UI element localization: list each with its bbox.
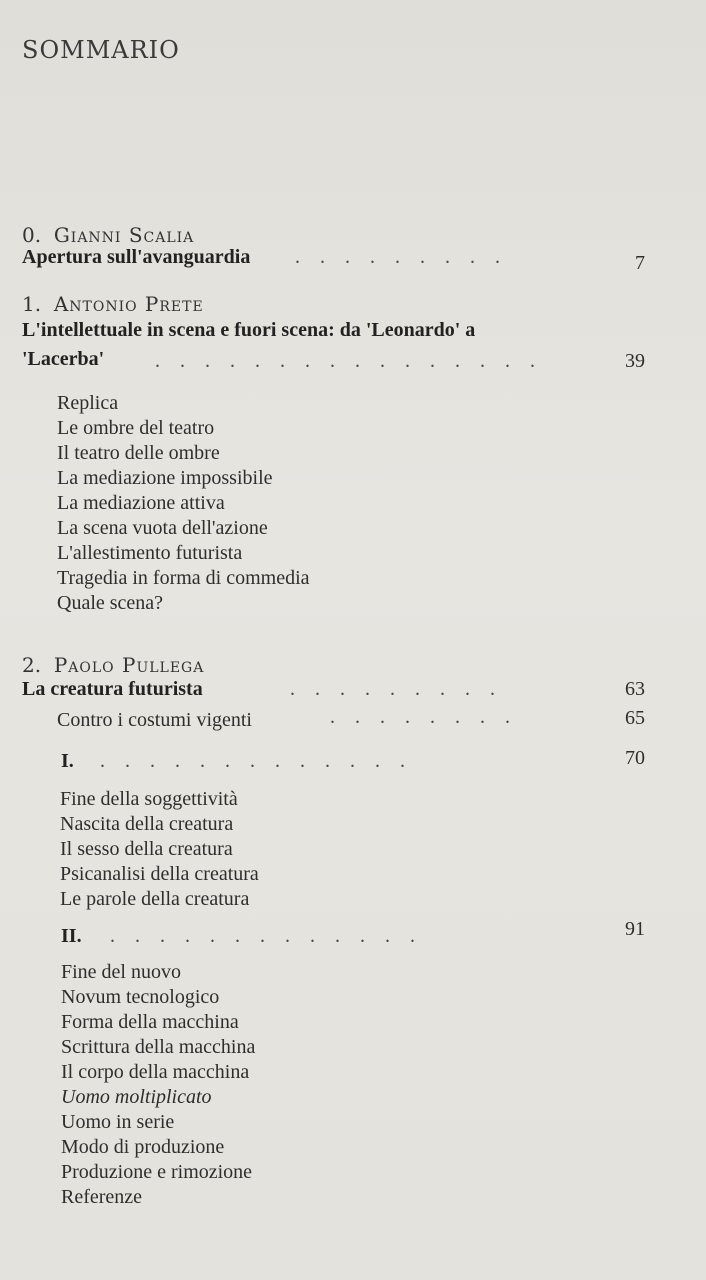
list-item: La scena vuota dell'azione bbox=[57, 517, 268, 539]
part-label: I. bbox=[61, 750, 74, 772]
chapter-number: 0. bbox=[22, 223, 42, 247]
list-item: La mediazione impossibile bbox=[57, 467, 273, 489]
leader-dots: ......... bbox=[290, 678, 515, 700]
page-number: 7 bbox=[635, 252, 645, 274]
list-item: Scrittura della macchina bbox=[61, 1036, 256, 1058]
chapter-1-author-line bbox=[22, 292, 204, 316]
list-item: Produzione e rimozione bbox=[61, 1161, 253, 1183]
list-item: L'allestimento futurista bbox=[57, 542, 243, 564]
leader-dots: ............. bbox=[110, 925, 435, 947]
chapter-title: Apertura sull'avanguardia bbox=[22, 246, 251, 268]
list-item: Nascita della creatura bbox=[60, 813, 234, 835]
chapter-2-author-line bbox=[22, 653, 204, 677]
list-item: Referenze bbox=[61, 1186, 143, 1208]
list-item: Le parole della creatura bbox=[60, 888, 250, 910]
list-item: Uomo moltiplicato bbox=[61, 1086, 212, 1108]
page-number: 39 bbox=[625, 350, 645, 372]
list-item: Uomo in serie bbox=[61, 1111, 175, 1133]
list-item: Il sesso della creatura bbox=[60, 838, 233, 860]
page-number: 63 bbox=[625, 678, 645, 700]
chapter-subtitle: Contro i costumi vigenti bbox=[57, 709, 252, 731]
list-item: Novum tecnologico bbox=[61, 986, 220, 1008]
page-heading: SOMMARIO bbox=[22, 36, 180, 64]
leader-dots: ................ bbox=[155, 350, 555, 372]
leader-dots: ......... bbox=[295, 246, 520, 268]
chapter-title-line-1: L'intellettuale in scena e fuori scena: da 'Leonardo' a bbox=[22, 319, 476, 341]
list-item: Modo di produzione bbox=[61, 1136, 225, 1158]
list-item: Il corpo della macchina bbox=[61, 1061, 250, 1083]
chapter-title-line-2: 'Lacerba' bbox=[22, 348, 105, 370]
list-item: Fine della soggettività bbox=[60, 788, 238, 810]
chapter-0-author-line bbox=[22, 223, 194, 247]
list-item: Le ombre del teatro bbox=[57, 417, 215, 439]
chapter-author: Gianni Scalia bbox=[53, 223, 195, 247]
leader-dots: ........ bbox=[330, 706, 530, 728]
leader-dots: ............. bbox=[100, 750, 425, 772]
chapter-title: La creatura futurista bbox=[22, 678, 203, 700]
list-item: Forma della macchina bbox=[61, 1011, 239, 1033]
chapter-author: Paolo Pullega bbox=[53, 653, 205, 677]
list-item: Fine del nuovo bbox=[61, 961, 181, 983]
list-item: Il teatro delle ombre bbox=[57, 442, 220, 464]
chapter-number: 1. bbox=[22, 292, 42, 316]
list-item: La mediazione attiva bbox=[57, 492, 225, 514]
section-list bbox=[60, 787, 259, 912]
section-list bbox=[57, 391, 310, 616]
chapter-author: Antonio Prete bbox=[53, 292, 204, 316]
page-number: 70 bbox=[625, 747, 645, 769]
page-number: 65 bbox=[625, 707, 645, 729]
list-item: Replica bbox=[57, 392, 119, 414]
page-number: 91 bbox=[625, 918, 645, 940]
list-item: Tragedia in forma di commedia bbox=[57, 567, 310, 589]
part-label: II. bbox=[61, 925, 82, 947]
section-list bbox=[61, 960, 255, 1210]
list-item: Quale scena? bbox=[57, 592, 164, 614]
chapter-number: 2. bbox=[22, 653, 42, 677]
list-item: Psicanalisi della creatura bbox=[60, 863, 259, 885]
